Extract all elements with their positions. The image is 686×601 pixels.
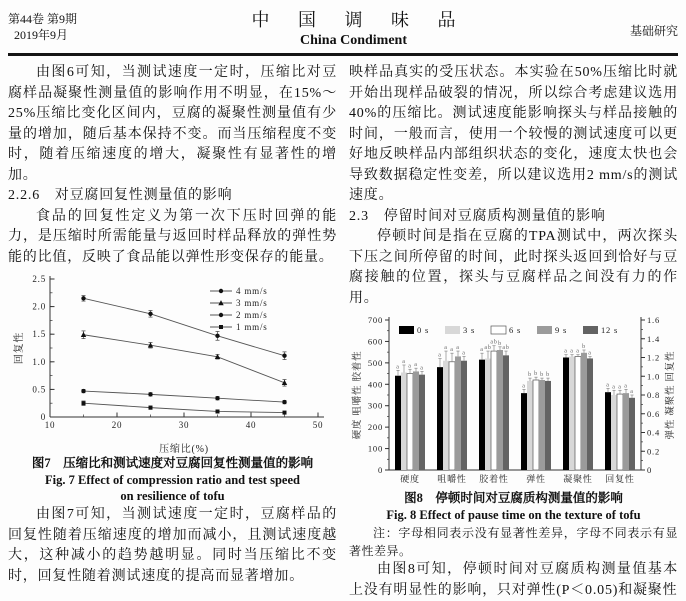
svg-text:a: a bbox=[630, 389, 634, 395]
svg-text:a: a bbox=[564, 348, 568, 355]
svg-text:0: 0 bbox=[647, 465, 653, 475]
journal-title-block bbox=[77, 6, 630, 49]
svg-text:a: a bbox=[444, 345, 448, 352]
svg-text:弹性 凝聚性 回复性: 弹性 凝聚性 回复性 bbox=[666, 350, 676, 440]
svg-text:回复性: 回复性 bbox=[605, 474, 635, 484]
svg-text:0 s: 0 s bbox=[417, 325, 430, 335]
heading-2-2-6: 2.2.6 对豆腐回复性测量值的影响 bbox=[8, 188, 233, 203]
figure-8 bbox=[349, 312, 678, 523]
figure-8-caption bbox=[349, 490, 678, 523]
paragraph-pause-time-definition: 停顿时间是指在豆腐的TPA测试中，两次探头下压之间所停留的时间，此时探头返回到恰好与豆腐接触的位置，探头与豆腐样品之间没有力的作用。 bbox=[349, 229, 678, 306]
svg-text:a: a bbox=[456, 345, 460, 352]
svg-text:压缩比(%): 压缩比(%) bbox=[158, 444, 209, 455]
fig8-bar-chart bbox=[349, 312, 679, 490]
svg-text:40: 40 bbox=[245, 420, 256, 430]
svg-text:0.8: 0.8 bbox=[647, 390, 661, 400]
paragraph-fig8-discussion: 由图8可知，停顿时间对豆腐质构测量值基本上没有明显性的影响，只对弹性(P＜0.05)和凝聚性 bbox=[349, 562, 678, 598]
header-rule bbox=[8, 53, 678, 56]
journal-title-cn: 中 国 调 味 品 bbox=[251, 10, 468, 30]
two-column-body bbox=[8, 63, 678, 601]
svg-text:硬度: 硬度 bbox=[400, 474, 420, 484]
svg-text:3 mm/s: 3 mm/s bbox=[235, 298, 268, 308]
svg-text:4 mm/s: 4 mm/s bbox=[235, 286, 268, 296]
svg-text:a: a bbox=[408, 363, 412, 370]
issue-date: 2019年9月 bbox=[14, 28, 69, 42]
svg-text:b: b bbox=[546, 372, 550, 379]
svg-text:50: 50 bbox=[312, 420, 323, 430]
svg-text:1.0: 1.0 bbox=[31, 356, 46, 367]
svg-text:ab: ab bbox=[490, 339, 498, 346]
svg-text:ab: ab bbox=[484, 345, 492, 352]
svg-text:100: 100 bbox=[367, 443, 383, 454]
svg-text:a: a bbox=[570, 348, 574, 355]
svg-text:1.4: 1.4 bbox=[647, 333, 661, 344]
svg-text:a: a bbox=[588, 350, 592, 357]
journal-title-en: China Condiment bbox=[300, 33, 407, 48]
svg-text:b: b bbox=[498, 340, 502, 347]
svg-text:20: 20 bbox=[111, 420, 122, 430]
right-column bbox=[349, 63, 678, 601]
svg-text:1.2: 1.2 bbox=[647, 352, 661, 363]
section-label: 基础研究 bbox=[629, 24, 678, 38]
paragraph-fig6-discussion: 由图6可知，当测试速度一定时，压缩比对豆腐样品凝聚性测量值的影响作用不明显，在15%～25%压缩比变化区间内，豆腐的凝聚性测量值有少量的增加，随后基本保持不变。而当压缩程度不变时，随着压缩速度的增大，凝聚性有显著性的增加。 bbox=[8, 65, 337, 183]
svg-text:0: 0 bbox=[40, 412, 46, 422]
svg-text:10: 10 bbox=[44, 420, 55, 430]
svg-text:200: 200 bbox=[367, 422, 383, 433]
svg-text:0.5: 0.5 bbox=[31, 384, 46, 395]
figure-7-caption bbox=[8, 455, 337, 504]
svg-text:a: a bbox=[480, 347, 484, 354]
svg-text:a: a bbox=[414, 362, 418, 369]
svg-text:1.6: 1.6 bbox=[647, 315, 661, 325]
svg-text:ab: ab bbox=[502, 345, 510, 352]
svg-text:1 mm/s: 1 mm/s bbox=[235, 322, 268, 332]
fig7-caption-cn: 图7 压缩比和测试速度对豆腐回复性测量值的影响 bbox=[31, 456, 314, 470]
svg-text:9 s: 9 s bbox=[555, 325, 568, 335]
svg-text:b: b bbox=[582, 344, 586, 350]
svg-text:2 mm/s: 2 mm/s bbox=[235, 310, 268, 320]
svg-text:2.0: 2.0 bbox=[31, 301, 46, 312]
svg-text:弹性: 弹性 bbox=[526, 474, 546, 484]
svg-text:a: a bbox=[576, 348, 580, 355]
svg-text:b: b bbox=[540, 372, 544, 379]
fig8-caption-cn: 图8 停顿时间对豆腐质构测量值的影响 bbox=[404, 491, 623, 505]
svg-text:2.5: 2.5 bbox=[31, 274, 46, 284]
svg-text:b: b bbox=[528, 372, 532, 379]
issue-block bbox=[8, 6, 77, 43]
svg-text:30: 30 bbox=[178, 420, 189, 430]
svg-text:300: 300 bbox=[367, 400, 383, 411]
svg-text:400: 400 bbox=[367, 379, 383, 390]
svg-text:0.4: 0.4 bbox=[647, 427, 661, 438]
fig7-caption-en-line2: on resilience of tofu bbox=[120, 489, 225, 503]
svg-text:600: 600 bbox=[367, 336, 383, 347]
svg-text:凝聚性: 凝聚性 bbox=[563, 474, 593, 484]
svg-text:0.6: 0.6 bbox=[647, 408, 661, 419]
svg-text:胶着性: 胶着性 bbox=[479, 474, 509, 484]
svg-text:a: a bbox=[396, 364, 400, 371]
svg-text:a: a bbox=[606, 382, 610, 389]
svg-text:硬度 咀嚼性 胶着性: 硬度 咀嚼性 胶着性 bbox=[353, 350, 363, 440]
fig7-line-chart bbox=[12, 271, 334, 455]
svg-text:a: a bbox=[450, 347, 454, 354]
fig7-caption-en-line1: Fig. 7 Effect of compression ratio and test speed bbox=[45, 473, 300, 487]
journal-header bbox=[8, 6, 678, 50]
svg-text:a: a bbox=[618, 384, 622, 391]
left-column bbox=[8, 63, 337, 601]
figure-8-note: 注：字母相同表示没有显著性差异，字母不同表示有显著性差异。 bbox=[349, 526, 678, 558]
svg-text:700: 700 bbox=[367, 315, 383, 325]
svg-text:回复性: 回复性 bbox=[13, 331, 25, 365]
svg-text:3 s: 3 s bbox=[463, 325, 476, 335]
paragraph-resilience-definition: 食品的回复性定义为第一次下压时回弹的能力，是压缩时所需能量与返回时样品释放的弹性势能的比值，反映了食品能以弹性形变保存的能量。 bbox=[8, 208, 337, 265]
svg-text:0.2: 0.2 bbox=[647, 446, 661, 457]
svg-text:a: a bbox=[438, 352, 442, 359]
svg-text:a: a bbox=[522, 383, 526, 390]
svg-text:12 s: 12 s bbox=[601, 325, 619, 335]
svg-text:咀嚼性: 咀嚼性 bbox=[437, 474, 467, 484]
svg-text:a: a bbox=[624, 383, 628, 390]
svg-text:1.5: 1.5 bbox=[31, 329, 46, 340]
paragraph-compression-speed: 映样品真实的受压状态。本实验在50%压缩比时就开始出现样品破裂的情况，所以综合考虑建议选用40%的压缩比。测试速度能影响探头与样品接触的时间，一般而言，使用一个较慢的测试速度可以更好地反映样品内部组织状态的变化，速度太快也会导致数据稳定性变差，所以建议选用2 mm/s的测试速度。 bbox=[349, 65, 678, 203]
svg-text:6 s: 6 s bbox=[509, 325, 522, 335]
svg-text:a: a bbox=[462, 350, 466, 357]
svg-text:a: a bbox=[420, 365, 424, 372]
fig8-caption-en: Fig. 8 Effect of pause time on the texture of tofu bbox=[386, 508, 641, 522]
svg-text:b: b bbox=[534, 371, 538, 378]
volume-issue: 第44卷 第9期 bbox=[8, 12, 78, 26]
paragraph-fig7-discussion: 由图7可知，当测试速度一定时，豆腐样品的回复性随着压缩速度的增加而减小，且测试速度越大，这种减小的趋势越明显。同时当压缩比不变时，回复性随着测试速度的提高而显著增加。 bbox=[8, 507, 337, 584]
figure-7 bbox=[8, 271, 337, 504]
svg-text:a: a bbox=[612, 384, 616, 391]
svg-text:a: a bbox=[402, 359, 406, 365]
svg-text:500: 500 bbox=[367, 357, 383, 368]
heading-2-3: 2.3 停留时间对豆腐质构测量值的影响 bbox=[349, 208, 606, 224]
svg-text:1.0: 1.0 bbox=[647, 371, 661, 382]
svg-text:0: 0 bbox=[377, 465, 383, 475]
